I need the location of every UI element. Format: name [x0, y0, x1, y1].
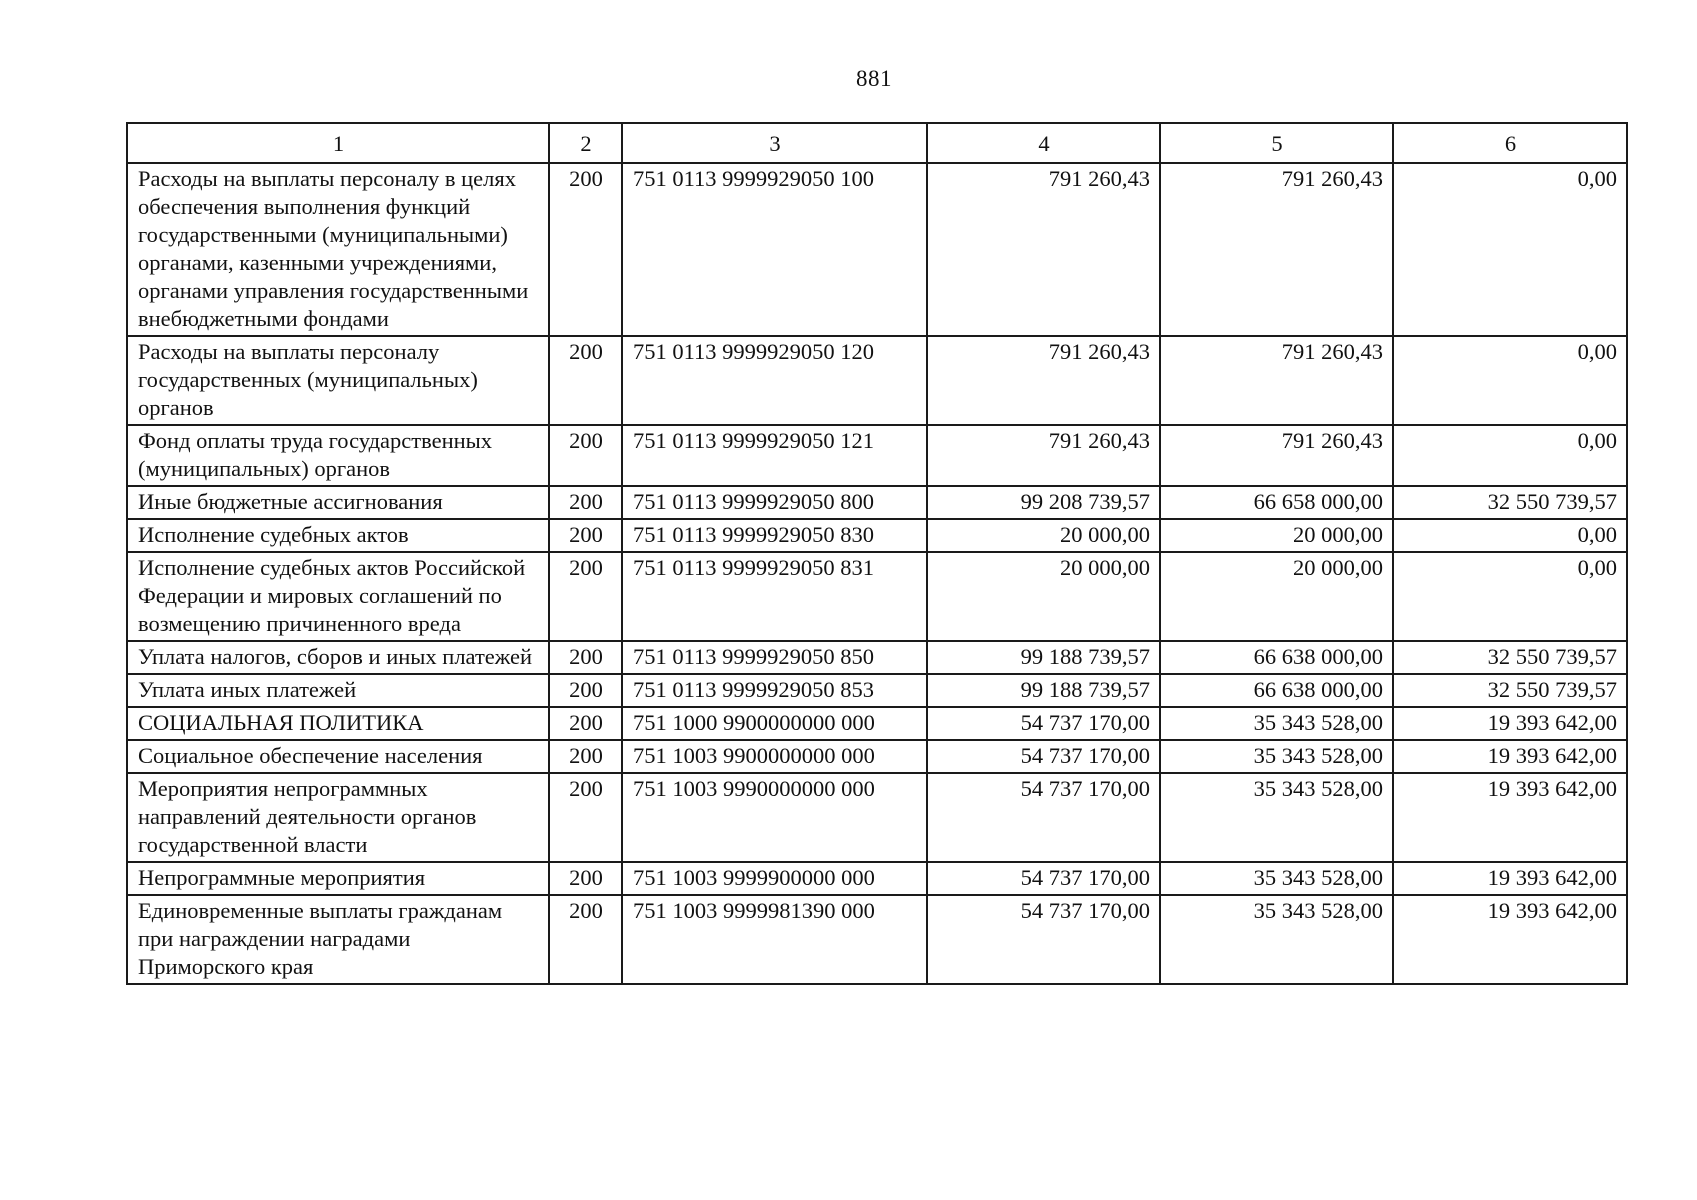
cell-classification: 751 0113 9999929050 853 — [622, 674, 927, 707]
cell-name: СОЦИАЛЬНАЯ ПОЛИТИКА — [127, 707, 549, 740]
cell-col5: 66 638 000,00 — [1160, 674, 1393, 707]
cell-name: Мероприятия непрограммных направлений деятельности органов государственной власти — [127, 773, 549, 862]
cell-col6: 19 393 642,00 — [1393, 740, 1627, 773]
column-header-5: 5 — [1160, 123, 1393, 163]
cell-col5: 791 260,43 — [1160, 336, 1393, 425]
cell-classification: 751 0113 9999929050 831 — [622, 552, 927, 641]
cell-col6: 0,00 — [1393, 519, 1627, 552]
cell-classification: 751 1003 9999900000 000 — [622, 862, 927, 895]
cell-code: 200 — [549, 707, 622, 740]
cell-code: 200 — [549, 895, 622, 984]
cell-classification: 751 0113 9999929050 121 — [622, 425, 927, 486]
table-row — [127, 862, 1627, 895]
cell-col5: 35 343 528,00 — [1160, 895, 1393, 984]
cell-code: 200 — [549, 552, 622, 641]
cell-classification: 751 1003 9999981390 000 — [622, 895, 927, 984]
cell-classification: 751 0113 9999929050 800 — [622, 486, 927, 519]
column-header-2: 2 — [549, 123, 622, 163]
cell-name: Расходы на выплаты персоналу государственных (муниципальных) органов — [127, 336, 549, 425]
cell-col6: 19 393 642,00 — [1393, 773, 1627, 862]
table-row — [127, 336, 1627, 425]
cell-col5: 791 260,43 — [1160, 163, 1393, 336]
cell-code: 200 — [549, 740, 622, 773]
cell-col6: 0,00 — [1393, 425, 1627, 486]
table-body — [127, 163, 1627, 984]
cell-col4: 99 188 739,57 — [927, 641, 1160, 674]
cell-col4: 791 260,43 — [927, 336, 1160, 425]
cell-name: Социальное обеспечение населения — [127, 740, 549, 773]
cell-col5: 35 343 528,00 — [1160, 740, 1393, 773]
cell-classification: 751 0113 9999929050 850 — [622, 641, 927, 674]
column-header-4: 4 — [927, 123, 1160, 163]
cell-col6: 19 393 642,00 — [1393, 862, 1627, 895]
cell-name: Исполнение судебных актов — [127, 519, 549, 552]
cell-col5: 66 658 000,00 — [1160, 486, 1393, 519]
cell-classification: 751 0113 9999929050 100 — [622, 163, 927, 336]
cell-name: Иные бюджетные ассигнования — [127, 486, 549, 519]
cell-classification: 751 1003 9990000000 000 — [622, 773, 927, 862]
cell-col6: 32 550 739,57 — [1393, 486, 1627, 519]
table-row — [127, 552, 1627, 641]
table-row — [127, 707, 1627, 740]
page-number: 881 — [856, 66, 892, 91]
cell-code: 200 — [549, 336, 622, 425]
header-row — [127, 123, 1627, 163]
cell-col4: 20 000,00 — [927, 552, 1160, 641]
cell-code: 200 — [549, 519, 622, 552]
cell-col4: 54 737 170,00 — [927, 895, 1160, 984]
cell-classification: 751 0113 9999929050 120 — [622, 336, 927, 425]
table-row — [127, 740, 1627, 773]
cell-name: Расходы на выплаты персоналу в целях обеспечения выполнения функций государственными (муниципальными) органами, казенными учреждениями, органами управления государственными внебюджетными фондами — [127, 163, 549, 336]
cell-code: 200 — [549, 486, 622, 519]
cell-col4: 99 188 739,57 — [927, 674, 1160, 707]
table-row — [127, 519, 1627, 552]
cell-classification: 751 1000 9900000000 000 — [622, 707, 927, 740]
cell-name: Уплата налогов, сборов и иных платежей — [127, 641, 549, 674]
cell-col4: 54 737 170,00 — [927, 773, 1160, 862]
cell-name: Фонд оплаты труда государственных (муниципальных) органов — [127, 425, 549, 486]
cell-col6: 19 393 642,00 — [1393, 895, 1627, 984]
table-row — [127, 486, 1627, 519]
cell-col6: 0,00 — [1393, 552, 1627, 641]
cell-col4: 99 208 739,57 — [927, 486, 1160, 519]
cell-name: Непрограммные мероприятия — [127, 862, 549, 895]
cell-code: 200 — [549, 425, 622, 486]
cell-code: 200 — [549, 862, 622, 895]
cell-code: 200 — [549, 773, 622, 862]
cell-col5: 791 260,43 — [1160, 425, 1393, 486]
cell-col5: 35 343 528,00 — [1160, 862, 1393, 895]
cell-col6: 32 550 739,57 — [1393, 674, 1627, 707]
cell-col4: 20 000,00 — [927, 519, 1160, 552]
cell-code: 200 — [549, 163, 622, 336]
cell-col5: 20 000,00 — [1160, 519, 1393, 552]
budget-table — [126, 122, 1628, 985]
cell-name: Исполнение судебных актов Российской Федерации и мировых соглашений по возмещению причиненного вреда — [127, 552, 549, 641]
table-row — [127, 895, 1627, 984]
table-row — [127, 674, 1627, 707]
table-row — [127, 163, 1627, 336]
cell-code: 200 — [549, 674, 622, 707]
cell-col6: 0,00 — [1393, 163, 1627, 336]
cell-col4: 54 737 170,00 — [927, 707, 1160, 740]
cell-col4: 791 260,43 — [927, 163, 1160, 336]
table-row — [127, 425, 1627, 486]
column-header-6: 6 — [1393, 123, 1627, 163]
column-header-1: 1 — [127, 123, 549, 163]
table-row — [127, 641, 1627, 674]
cell-name: Уплата иных платежей — [127, 674, 549, 707]
cell-code: 200 — [549, 641, 622, 674]
cell-col5: 66 638 000,00 — [1160, 641, 1393, 674]
cell-col4: 54 737 170,00 — [927, 740, 1160, 773]
cell-classification: 751 1003 9900000000 000 — [622, 740, 927, 773]
cell-col5: 35 343 528,00 — [1160, 773, 1393, 862]
column-header-3: 3 — [622, 123, 927, 163]
cell-col4: 791 260,43 — [927, 425, 1160, 486]
table-row — [127, 773, 1627, 862]
cell-classification: 751 0113 9999929050 830 — [622, 519, 927, 552]
cell-col4: 54 737 170,00 — [927, 862, 1160, 895]
cell-col6: 19 393 642,00 — [1393, 707, 1627, 740]
cell-col6: 0,00 — [1393, 336, 1627, 425]
cell-col5: 20 000,00 — [1160, 552, 1393, 641]
cell-name: Единовременные выплаты гражданам при награждении наградами Приморского края — [127, 895, 549, 984]
cell-col5: 35 343 528,00 — [1160, 707, 1393, 740]
cell-col6: 32 550 739,57 — [1393, 641, 1627, 674]
